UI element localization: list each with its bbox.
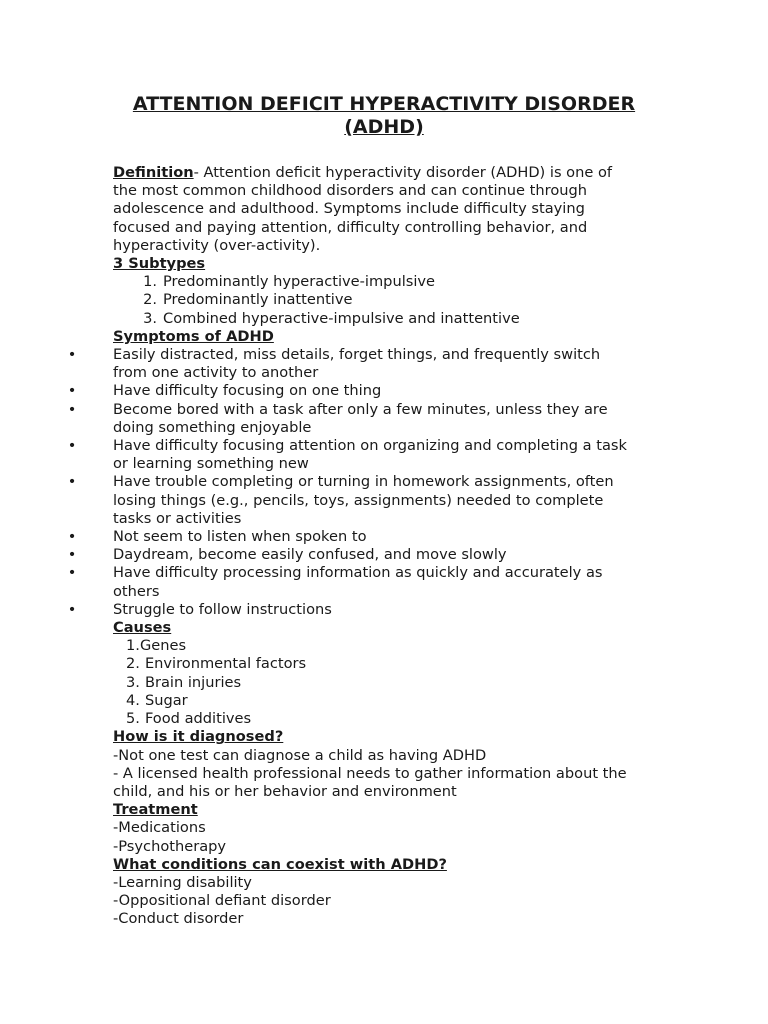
bullet-text: Have difficulty processing information as quickly and accurately as (113, 564, 603, 582)
bullet-text: Daydream, become easily confused, and move slowly (113, 546, 507, 564)
diagnosis-line: -Not one test can diagnose a child as having ADHD (113, 746, 487, 764)
list-item (67, 382, 658, 400)
list-text: Combined hyperactive-impulsive and inattentive (163, 309, 520, 327)
definition-paragraph (113, 164, 658, 255)
list-number: 3. (126, 673, 140, 691)
subtypes-list (113, 273, 658, 328)
list-item (113, 674, 658, 692)
bullet-text: Struggle to follow instructions (113, 600, 332, 618)
treatment-heading: Treatment (113, 801, 198, 819)
bullet-text: others (113, 582, 160, 600)
definition-label: Definition (113, 164, 194, 181)
causes-heading: Causes (113, 619, 172, 637)
diagnosis-line: child, and his or her behavior and environment (113, 782, 457, 800)
diagnosis-heading: How is it diagnosed? (113, 728, 284, 746)
list-text: Environmental factors (144, 655, 307, 673)
list-item (67, 564, 658, 600)
coexisting-line: -Learning disability (113, 873, 252, 891)
list-text: Food additives (144, 710, 252, 728)
definition-line: focused and paying attention, difficulty controlling behavior, and (113, 218, 588, 236)
bullet-icon: • (67, 546, 77, 564)
bullet-text: Become bored with a task after only a few minutes, unless they are (113, 400, 608, 418)
bullet-text: from one activity to another (113, 364, 319, 382)
coexisting-heading: What conditions can coexist with ADHD? (113, 855, 447, 873)
list-item (67, 400, 658, 437)
treatment-line: -Psychotherapy (113, 837, 227, 855)
bullet-icon: • (67, 382, 77, 400)
coexisting-line: -Oppositional defiant disorder (113, 892, 331, 910)
list-item (67, 473, 658, 528)
list-number: 2. (126, 655, 140, 673)
list-item (67, 346, 658, 382)
definition-line: hyperactivity (over-activity). (113, 236, 321, 254)
definition-line: adolescence and adulthood. Symptoms include difficulty staying (113, 200, 585, 218)
list-item (113, 710, 658, 728)
list-text: Predominantly hyperactive-impulsive (163, 273, 436, 291)
list-number: 3. (143, 309, 157, 327)
bullet-text: Not seem to listen when spoken to (113, 528, 367, 546)
list-item (67, 600, 658, 619)
bullet-text: or learning something new (113, 455, 309, 473)
bullet-icon: • (67, 600, 77, 618)
bullet-text: Have trouble completing or turning in homework assignments, often (113, 473, 614, 491)
list-number: 4. (126, 691, 140, 709)
symptoms-heading: Symptoms of ADHD (113, 327, 274, 345)
bullet-icon: • (67, 437, 77, 455)
list-text: Genes (139, 637, 187, 655)
definition-line: the most common childhood disorders and can continue through (113, 182, 588, 200)
bullet-text: Have difficulty focusing on one thing (113, 382, 382, 400)
coexisting-line: -Conduct disorder (113, 910, 244, 928)
diagnosis-line: - A licensed health professional needs to gather information about the (113, 764, 627, 782)
list-number: 1. (143, 273, 157, 291)
bullet-text: doing something enjoyable (113, 418, 312, 436)
list-item (113, 692, 658, 710)
list-text: Brain injuries (144, 673, 242, 691)
definition-line (113, 164, 658, 182)
bullet-icon: • (67, 564, 77, 582)
bullet-text: tasks or activities (113, 509, 242, 527)
bullet-icon: • (67, 528, 77, 546)
list-item (113, 637, 658, 655)
definition-text: - Attention deficit hyperactivity disorder (ADHD) is one of (193, 164, 613, 181)
symptoms-list (67, 346, 658, 619)
bullet-text: losing things (e.g., pencils, toys, assignments) needed to complete (113, 491, 604, 509)
subtypes-heading: 3 Subtypes (113, 255, 206, 273)
list-item (67, 528, 658, 546)
bullet-text: Easily distracted, miss details, forget things, and frequently switch (113, 346, 601, 364)
list-text: Predominantly inattentive (163, 291, 353, 309)
bullet-icon: • (67, 473, 77, 491)
list-item (113, 291, 658, 309)
document-body (67, 164, 658, 929)
document-title: ATTENTION DEFICIT HYPERACTIVITY DISORDER (ADHD) (132, 93, 636, 138)
causes-list (113, 637, 658, 728)
list-item (113, 310, 658, 328)
bullet-text: Have difficulty focusing attention on organizing and completing a task (113, 437, 627, 455)
treatment-line: -Medications (113, 819, 206, 837)
list-item (113, 273, 658, 291)
list-number: 1. (126, 637, 140, 655)
bullet-icon: • (67, 400, 77, 418)
list-text: Sugar (144, 691, 188, 709)
list-number: 2. (143, 291, 157, 309)
list-item (67, 437, 658, 473)
bullet-icon: • (67, 346, 77, 364)
list-item (67, 546, 658, 564)
list-item (113, 655, 658, 673)
list-number: 5. (126, 710, 140, 728)
